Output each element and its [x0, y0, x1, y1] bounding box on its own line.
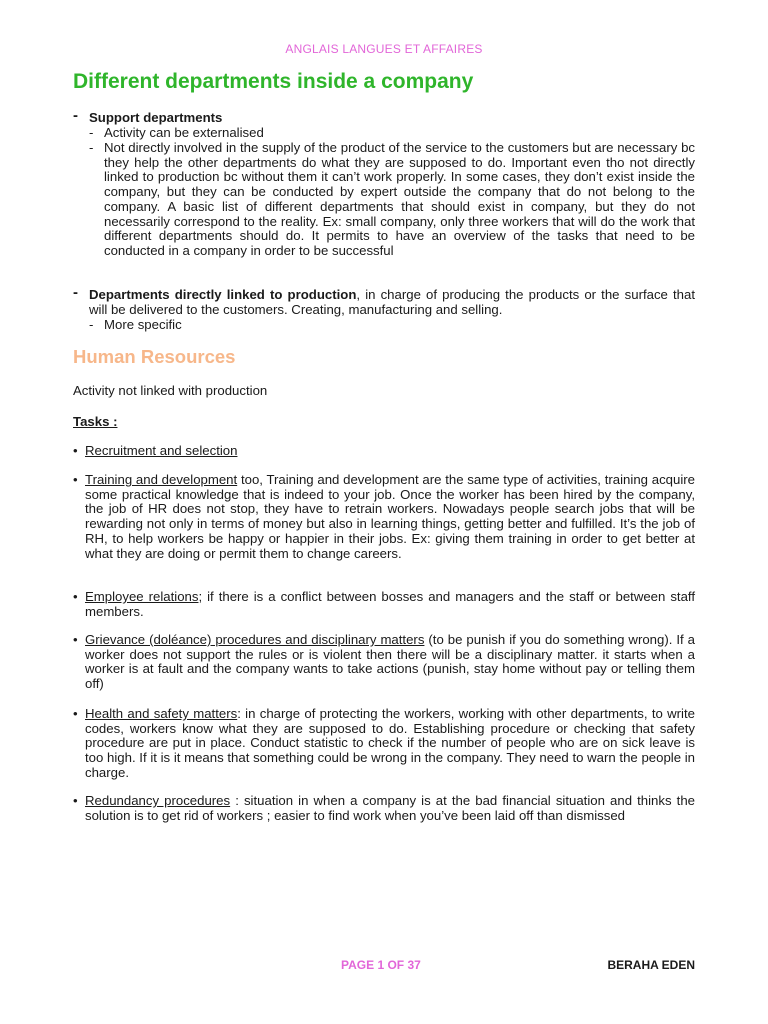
production-paragraph: [89, 288, 695, 317]
bullet-term: Recruitment and selection: [85, 443, 238, 458]
bullet-body: (to be punish if you do something wrong). If a worker does not support the rules or is violent then there will be a disciplinary matter. it starts when a worker is at fault and the company wants to take actions (punish, stay home without pay or telling them off): [85, 632, 695, 692]
bullet-marker: •: [73, 589, 78, 604]
section-title-human-resources: Human Resources: [73, 346, 236, 367]
author-name: BERAHA EDEN: [607, 958, 695, 972]
bullet-body: : in charge of protecting the workers, working with other departments, to write codes, workers know what they are supposed to do. Establishing procedure or checking that safety procedure are put in place. Conduct statistic to check if the number of people who are on sick leave is too high. If it is it means that something could be wrong in the company. They need to warn the people in charge.: [85, 706, 695, 780]
bullet-text: [85, 707, 695, 781]
bullet-marker: •: [73, 793, 78, 808]
hr-intro: Activity not linked with production: [73, 383, 268, 398]
bullet-marker: •: [73, 443, 78, 458]
page-number: PAGE 1 OF 37: [341, 958, 421, 972]
tasks-label: Tasks :: [73, 414, 118, 429]
production-heading: Departments directly linked to production: [89, 287, 357, 302]
bullet-marker: •: [73, 632, 78, 647]
support-item-text: Not directly involved in the supply of the product of the service to the customers but are necessary bc they help the other departments do what they are supposed to do. Important even tho not directly linked to production bc without them it can’t work properly. In some cases, they don’t exist inside the company, but they can be conducted by expert outside the company that do not belong to the company. A basic list of different departments that should exist in company, but they do not necessarily correspond to the reality. Ex: small company, only three workers that will do the work that different departments should do. It permits to have an overview of the tasks that need to be conducted in a company in order to be successful: [104, 140, 695, 258]
sub-dash-marker: -: [89, 317, 94, 332]
production-item-text: More specific: [104, 317, 182, 332]
dash-marker: -: [73, 107, 78, 124]
page-header: ANGLAIS LANGUES ET AFFAIRES: [285, 42, 483, 56]
bullet-body: too, Training and development are the same type of activities, training acquire some practical knowledge that is indeed to your job. Once the worker has been hired by the company, the job of HR does not stop, they have to retrain workers. Nowadays people search jobs that will be rewarding not only in terms of money but also in learning things, getting better and fulfilled. It’s the job of RH, to help workers be happy or happier in their jobs. Ex: giving them training in order to get better at what they are doing or permit them to change careers.: [85, 472, 695, 561]
page-title: Different departments inside a company: [73, 70, 474, 93]
production-text: , in charge of producing the products or the surface that will be delivered to the customers. Creating, manufacturing and selling.: [89, 287, 695, 317]
bullet-term: Redundancy procedures: [85, 793, 231, 808]
sub-dash-marker: -: [89, 140, 94, 155]
bullet-term: Training and development: [85, 472, 238, 487]
support-departments-heading: Support departments: [89, 110, 223, 125]
dash-marker: -: [73, 284, 78, 301]
bullet-marker: •: [73, 472, 78, 487]
bullet-text: [85, 633, 695, 692]
sub-dash-marker: -: [89, 125, 94, 140]
bullet-text: [85, 473, 695, 561]
bullet-text: [85, 444, 695, 459]
bullet-body: : situation in when a company is at the bad financial situation and thinks the solution is to get rid of workers ; easier to find work when you’ve been laid off than dismissed: [85, 793, 695, 823]
bullet-body: ; if there is a conflict between bosses and managers and the staff or between staff members.: [85, 589, 696, 619]
bullet-term: Employee relations: [85, 589, 199, 604]
bullet-text: [85, 590, 695, 619]
bullet-term: Grievance (doléance) procedures and disciplinary matters: [85, 632, 425, 647]
bullet-term: Health and safety matters: [85, 706, 238, 721]
bullet-marker: •: [73, 706, 78, 721]
support-item-text: Activity can be externalised: [104, 125, 264, 140]
bullet-text: [85, 794, 695, 823]
